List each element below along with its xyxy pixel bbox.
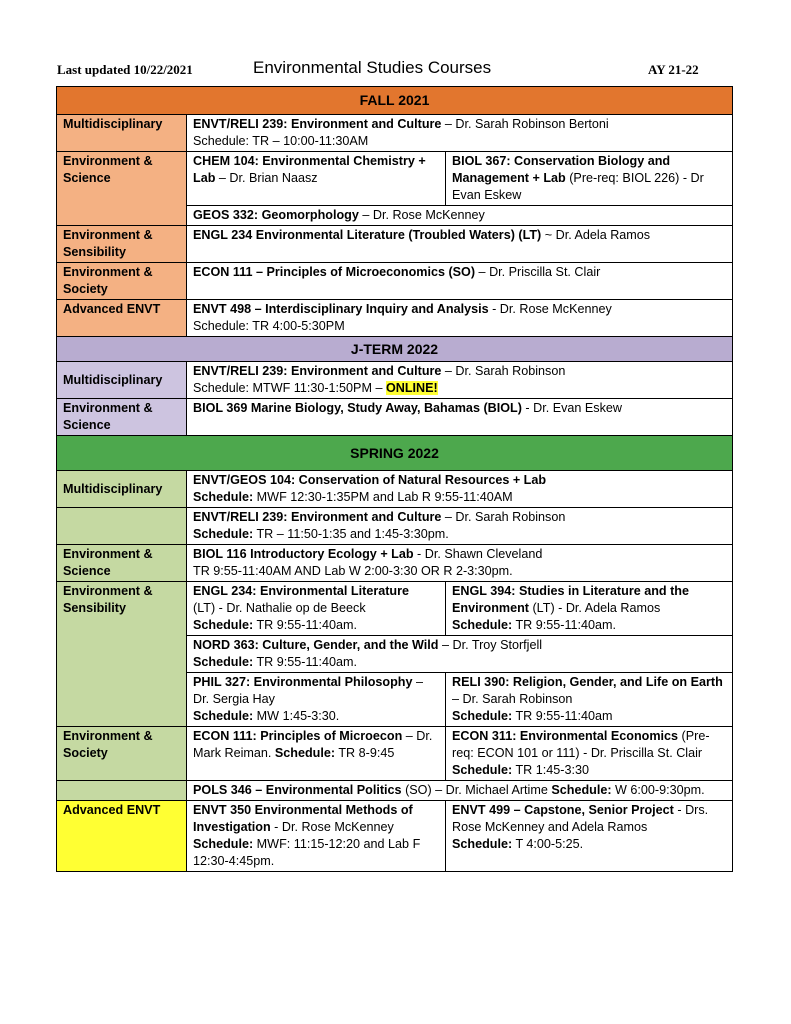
course-cell: ENVT 499 – Capstone, Senior Project - Drs. Rose McKenney and Adela Ramos Schedule: T 4:00-5:25. [446,801,733,872]
course-cell: ECON 111 – Principles of Microeconomics (SO) – Dr. Priscilla St. Clair [187,263,733,300]
table-row [57,508,733,545]
term-header-jterm: J-TERM 2022 [57,337,733,362]
online-badge: ONLINE! [385,381,438,395]
course-cell: BIOL 116 Introductory Ecology + Lab - Dr. Shawn Cleveland TR 9:55-11:40AM AND Lab W 2:00-3:30 OR R 2-3:30pm. [187,545,733,582]
course-cell: GEOS 332: Geomorphology – Dr. Rose McKenney [187,206,733,226]
course-cell: ENVT/RELI 239: Environment and Culture – Dr. Sarah Robinson Bertoni Schedule: TR – 10:00-11:30AM [187,115,733,152]
last-updated: Last updated 10/22/2021 [57,62,193,77]
table-row [57,115,733,152]
table-row [57,263,733,300]
term-header-fall: FALL 2021 [57,87,733,115]
table-row [57,801,733,872]
course-cell: ENGL 234: Environmental Literature (LT) - Dr. Nathalie op de Beeck Schedule: TR 9:55-11:40am. [187,582,446,636]
category-label: Environment & Sensibility [57,226,187,263]
course-cell: BIOL 367: Conservation Biology and Management + Lab (Pre-req: BIOL 226) - Dr Evan Eskew [446,152,733,206]
academic-year: AY 21-22 [648,62,699,77]
term-header-spring: SPRING 2022 [57,436,733,471]
category-label: Advanced ENVT [57,300,187,337]
course-cell: ECON 311: Environmental Economics (Pre-req: ECON 101 or 111) - Dr. Priscilla St. Clair Schedule: TR 1:45-3:30 [446,727,733,781]
course-cell: PHIL 327: Environmental Philosophy – Dr. Sergia Hay Schedule: MW 1:45-3:30. [187,673,446,727]
table-row [57,300,733,337]
table-row [57,152,733,206]
course-cell: ENVT 498 – Interdisciplinary Inquiry and Analysis - Dr. Rose McKenney Schedule: TR 4:00-5:30PM [187,300,733,337]
category-label: Environment & Sensibility [57,582,187,727]
course-cell: CHEM 104: Environmental Chemistry + Lab – Dr. Brian Naasz [187,152,446,206]
table-row [57,545,733,582]
course-cell: POLS 346 – Environmental Politics (SO) – Dr. Michael Artime Schedule: W 6:00-9:30pm. [187,781,733,801]
category-label: Advanced ENVT [57,801,187,872]
category-label: Environment & Science [57,399,187,436]
category-label: Environment & Society [57,263,187,300]
category-label-empty [57,781,187,801]
course-cell: RELI 390: Religion, Gender, and Life on Earth – Dr. Sarah Robinson Schedule: TR 9:55-11:40am [446,673,733,727]
category-label-empty [57,508,187,545]
category-label: Environment & Science [57,152,187,226]
table-row [57,471,733,508]
table-row [57,362,733,399]
table-row [57,226,733,263]
course-cell: ENGL 394: Studies in Literature and the Environment (LT) - Dr. Adela Ramos Schedule: TR 9:55-11:40am. [446,582,733,636]
course-table [56,86,733,872]
course-cell: ECON 111: Principles of Microecon – Dr. Mark Reiman. Schedule: TR 8-9:45 [187,727,446,781]
category-label: Multidisciplinary [57,362,187,399]
page-title: Environmental Studies Courses [253,58,492,77]
table-row [57,781,733,801]
course-cell: ENVT/RELI 239: Environment and Culture – Dr. Sarah Robinson Schedule: MTWF 11:30-1:50PM – ONLINE! [187,362,733,399]
course-cell: ENVT 350 Environmental Methods of Investigation - Dr. Rose McKenney Schedule: MWF: 11:15-12:20 and Lab F 12:30-4:45pm. [187,801,446,872]
course-cell: NORD 363: Culture, Gender, and the Wild – Dr. Troy Storfjell Schedule: TR 9:55-11:40am. [187,636,733,673]
category-label: Environment & Society [57,727,187,781]
category-label: Multidisciplinary [57,471,187,508]
course-cell: ENVT/GEOS 104: Conservation of Natural Resources + Lab Schedule: MWF 12:30-1:35PM and Lab R 9:55-11:40AM [187,471,733,508]
category-label: Multidisciplinary [57,115,187,152]
table-row [57,727,733,781]
course-cell: ENVT/RELI 239: Environment and Culture – Dr. Sarah Robinson Schedule: TR – 11:50-1:35 and 1:45-3:30pm. [187,508,733,545]
category-label: Environment & Science [57,545,187,582]
course-cell: ENGL 234 Environmental Literature (Troubled Waters) (LT) ~ Dr. Adela Ramos [187,226,733,263]
course-cell: BIOL 369 Marine Biology, Study Away, Bahamas (BIOL) - Dr. Evan Eskew [187,399,733,436]
table-row [57,399,733,436]
table-row [57,582,733,636]
